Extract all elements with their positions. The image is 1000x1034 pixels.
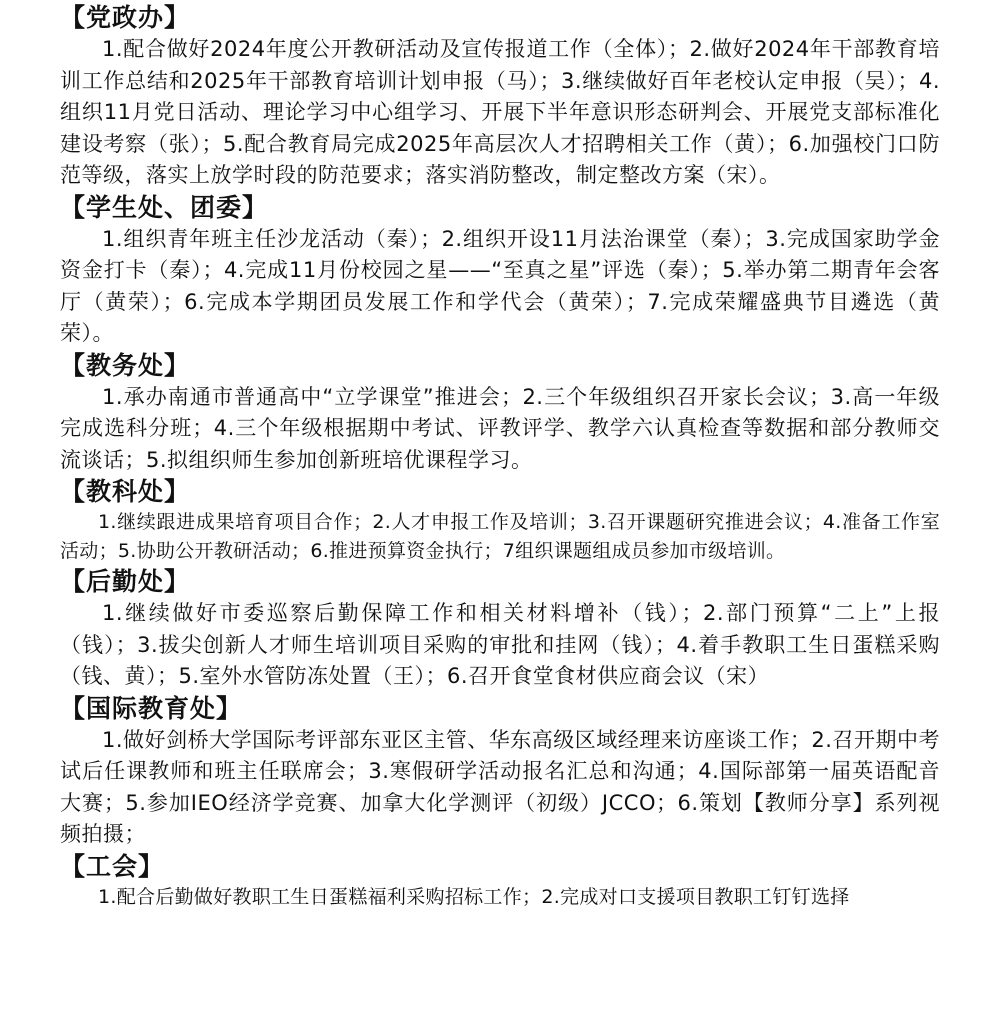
section-body: 1.继续跟进成果培育项目合作；2.人才申报工作及培训；3.召开课题研究推进会议；4.准备工作室活动；5.协助公开教研活动；6.推进预算资金执行；7组织课题组成员参加市级培训。 [60, 511, 940, 562]
section-body: 1.做好剑桥大学国际考评部东亚区主管、华东高级区域经理来访座谈工作；2.召开期中考试后任课教师和班主任联席会；3.寒假研学活动报名汇总和沟通；4.国际部第一届英语配音大赛；5.参加IEO经济学竞赛、加拿大化学测评（初级）JCCO；6.策划【教师分享】系列视频拍摄； [60, 727, 940, 846]
section-student-affairs [0, 192, 1000, 350]
section-research-office [0, 476, 1000, 566]
section-logistics [0, 566, 1000, 693]
section-body: 1.配合做好2024年度公开教研活动及宣传报道工作（全体）；2.做好2024年干部教育培训工作总结和2025年干部教育培训计划申报（马）；3.继续做好百年老校认定申报（吴）；4.组织11月党日活动、理论学习中心组学习、开展下半年意识形态研判会、开展党支部标准化建设考察（张）；5.配合教育局完成2025年高层次人才招聘相关工作（黄）；6.加强校门口防范等级，落实上放学时段的防范要求；落实消防整改，制定整改方案（宋）。 [60, 37, 940, 187]
section-heading: 【国际教育处】 [60, 693, 243, 723]
section-heading: 【后勤处】 [60, 567, 191, 596]
section-body: 1.配合后勤做好教职工生日蛋糕福利采购招标工作；2.完成对口支援项目教职工钉钉选择 [98, 885, 850, 908]
section-international-education [0, 693, 1000, 851]
section-body: 1.组织青年班主任沙龙活动（秦）；2.组织开设11月法治课堂（秦）；3.完成国家助学金资金打卡（秦）；4.完成11月份校园之星——“至真之星”评选（秦）；5.举办第二期青年会客厅（黄荣）；6.完成本学期团员发展工作和学代会（黄荣）；7.完成荣耀盛典节目遴选（黄荣）。 [60, 226, 940, 345]
section-labor-union [0, 851, 1000, 912]
section-party-office [0, 2, 1000, 192]
section-heading: 【教科处】 [60, 477, 191, 506]
section-body: 1.继续做好市委巡察后勤保障工作和相关材料增补（钱）；2.部门预算“二上”上报（钱）；3.拔尖创新人才师生培训项目采购的审批和挂网（钱）；4.着手教职工生日蛋糕采购（钱、黄）；5.室外水管防冻处置（王）；6.召开食堂食材供应商会议（宋） [60, 601, 940, 688]
section-heading: 【学生处、团委】 [60, 192, 269, 222]
section-heading: 【教务处】 [60, 350, 191, 380]
section-academic-affairs [0, 350, 1000, 477]
section-heading: 【党政办】 [60, 3, 191, 32]
section-heading: 【工会】 [60, 851, 165, 881]
section-body: 1.承办南通市普通高中“立学课堂”推进会；2.三个年级组织召开家长会议；3.高一年级完成选科分班；4.三个年级根据期中考试、评教评学、教学六认真检查等数据和部分教师交流谈话；5.拟组织师生参加创新班培优课程学习。 [60, 384, 940, 472]
